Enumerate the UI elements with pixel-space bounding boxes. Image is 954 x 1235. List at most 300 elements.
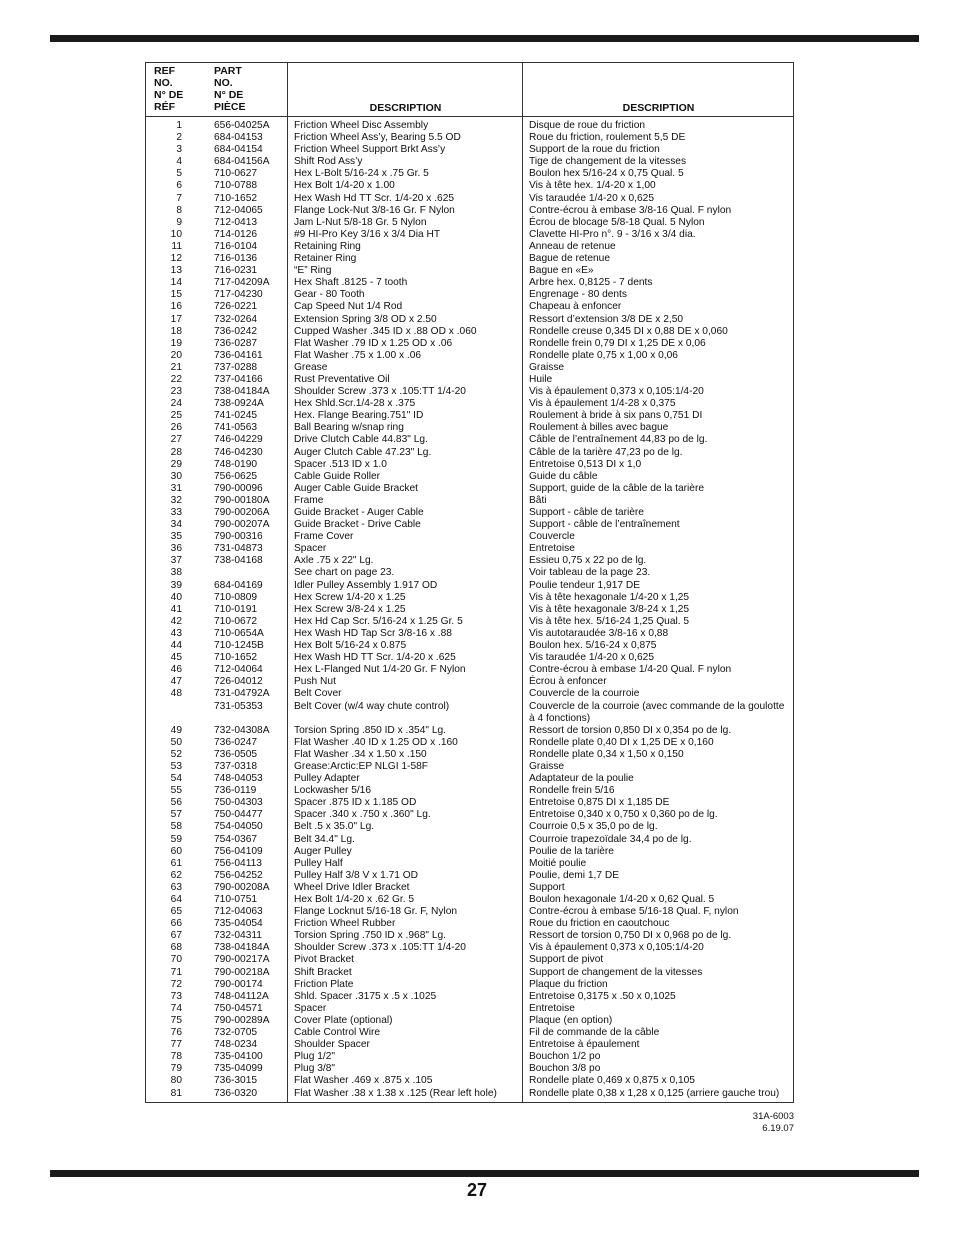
ref-cell: 80 [170, 1075, 182, 1087]
description-fr-cell: Huile [529, 373, 553, 385]
table-row [146, 954, 793, 966]
table-row [146, 616, 793, 628]
part-number-cell: 736-0247 [214, 736, 258, 748]
description-fr-cell: Câble de la tarière 47,23 po de lg. [529, 446, 683, 458]
ref-cell: 75 [170, 1014, 182, 1026]
part-number-cell: 732-0705 [214, 1027, 258, 1039]
description-en-cell: Frame [294, 494, 324, 506]
description-en-cell: Pulley Half 3/8 V x 1.71 OD [294, 869, 419, 881]
description-en-cell: Grease [294, 361, 328, 373]
table-row [146, 459, 793, 471]
description-fr-cell: Support de pivot [529, 954, 604, 966]
description-fr-cell: Rondelle plate 0,469 x 0,875 x 0,105 [529, 1075, 695, 1087]
ref-header-line: REF [154, 65, 175, 77]
description-fr-cell: Entretoise 0,875 DI x 1,185 DE [529, 797, 670, 809]
description-en-cell: Flat Washer .40 ID x 1.25 OD x .160 [294, 736, 458, 748]
description-fr-cell: Roulement à billes avec bague [529, 422, 669, 434]
ref-cell: 79 [170, 1063, 182, 1075]
description-fr-cell: Entretoise à épaulement [529, 1039, 640, 1051]
part-number-cell: 790-00289A [214, 1014, 270, 1026]
bottom-rule [50, 1170, 919, 1177]
part-number-cell: 746-04230 [214, 446, 263, 458]
ref-cell: 48 [170, 688, 182, 700]
description-fr-cell: Rondelle plate 0,75 x 1,00 x 0,06 [529, 349, 678, 361]
part-number-cell: 790-00208A [214, 881, 270, 893]
table-row [146, 265, 793, 277]
part-number-cell: 710-0788 [214, 180, 258, 192]
part-number-cell: 731-05353 [214, 700, 263, 712]
description-fr-cell: Voir tableau de la page 23. [529, 567, 651, 579]
ref-cell: 81 [170, 1087, 182, 1099]
description-fr-cell: Chapeau à enfoncer [529, 301, 622, 313]
part-number-cell: 790-00096 [214, 482, 263, 494]
ref-cell: 38 [170, 567, 182, 579]
part-number-cell: 732-0264 [214, 313, 258, 325]
description-en-cell: Spacer [294, 1002, 327, 1014]
table-row [146, 350, 793, 362]
description-fr-cell: Bâti [529, 494, 547, 506]
description-fr-cell: Couvercle de la courroie (avec commande de la goulotte à 4 fonctions) [529, 700, 785, 724]
ref-cell: 18 [170, 325, 182, 337]
description-en-cell: Shift Bracket [294, 966, 352, 978]
table-row [146, 277, 793, 289]
ref-cell: 40 [170, 591, 182, 603]
part-number-cell: 746-04229 [214, 434, 263, 446]
table-row [146, 543, 793, 555]
ref-cell: 59 [170, 833, 182, 845]
part-number-cell: 756-0625 [214, 470, 258, 482]
description-en-cell: Hex Bolt 1/4-20 x 1.00 [294, 180, 395, 192]
description-fr-cell: Écrou à enfoncer [529, 676, 607, 688]
description-fr-cell: Plaque (en option) [529, 1014, 613, 1026]
description-fr-cell: Contre-écrou à embase 3/8-16 Qual. F nylon [529, 204, 732, 216]
description-fr-cell: Support - câble de l’entraînement [529, 519, 680, 531]
table-row [146, 942, 793, 954]
ref-cell: 53 [170, 760, 182, 772]
part-number-cell: 756-04113 [214, 857, 262, 869]
table-row [146, 918, 793, 930]
table-row [146, 797, 793, 809]
description-en-cell: Plug 3/8" [294, 1063, 335, 1075]
table-row [146, 410, 793, 422]
part-number-cell: 712-04063 [214, 906, 263, 918]
part-number-cell: 716-0231 [214, 265, 258, 277]
ref-cell: 58 [170, 821, 182, 833]
ref-cell: 16 [170, 301, 182, 313]
ref-cell: 33 [170, 507, 182, 518]
ref-cell: 22 [170, 373, 182, 385]
description-en-cell: Lockwasher 5/16 [294, 785, 372, 797]
description-en-cell: Belt 34.4" Lg. [294, 833, 355, 845]
description-fr-cell: Couvercle de la courroie [529, 688, 640, 700]
part-number-cell: 790-00206A [214, 507, 270, 518]
description-en-cell: Wheel Drive Idler Bracket [294, 881, 410, 893]
description-fr-cell: Guide du câble [529, 470, 598, 482]
part-number-cell: 717-04209A [214, 277, 270, 289]
description-fr-cell: Arbre hex. 0,8125 - 7 dents [529, 277, 653, 289]
ref-cell: 54 [170, 773, 182, 785]
description-en-header: DESCRIPTION [287, 63, 523, 116]
ref-cell: 27 [170, 434, 182, 446]
table-row [146, 834, 793, 846]
description-en-cell: Hex L-Bolt 5/16-24 x .75 Gr. 5 [294, 168, 429, 180]
ref-cell: 6 [176, 180, 182, 192]
part-number-cell: 737-04166 [214, 373, 263, 385]
description-fr-cell: Poulie tendeur 1,917 DE [529, 579, 641, 591]
description-en-cell: Pulley Half [294, 857, 343, 869]
table-row [146, 289, 793, 301]
table-row [146, 749, 793, 761]
ref-cell: 64 [170, 894, 182, 905]
table-row [146, 326, 793, 338]
ref-cell: 50 [170, 736, 182, 748]
table-row [146, 120, 793, 132]
part-header-line: PIÈCE [214, 101, 246, 113]
table-row [146, 205, 793, 217]
description-fr-cell: Fil de commande de la câble [529, 1027, 660, 1039]
description-fr-cell: Courroie trapezoïdale 34,4 po de lg. [529, 833, 692, 845]
description-en-cell: Auger Cable Guide Bracket [294, 482, 419, 494]
table-row [146, 519, 793, 531]
part-number-cell: 736-0242 [214, 325, 258, 337]
description-fr-cell: Couvercle [529, 531, 575, 543]
table-row [146, 156, 793, 168]
part-number-cell: 748-0190 [214, 458, 258, 470]
description-fr-cell: Poulie de la tarière [529, 845, 614, 857]
part-number-cell: 684-04153 [214, 132, 263, 144]
part-number-cell: 741-0563 [214, 422, 258, 434]
part-number-cell: 756-04252 [214, 869, 263, 881]
description-fr-cell: Entretoise 0,340 x 0,750 x 0,360 po de lg. [529, 809, 718, 821]
description-fr-cell: Boulon hexagonale 1/4-20 x 0,62 Qual. 5 [529, 894, 715, 905]
description-en-cell: Cupped Washer .345 ID x .88 OD x .060 [294, 325, 477, 337]
table-row [146, 362, 793, 374]
description-en-cell: Shoulder Spacer [294, 1039, 370, 1051]
description-fr-cell: Support, guide de la câble de la tarière [529, 482, 705, 494]
part-number-cell: 738-04184A [214, 942, 270, 954]
ref-cell: 60 [170, 845, 182, 857]
part-number-cell: 738-04184A [214, 386, 270, 398]
table-row [146, 580, 793, 592]
table-row [146, 604, 793, 616]
part-number-cell: 726-0221 [214, 301, 258, 313]
part-number-cell: 716-0136 [214, 253, 258, 265]
description-en-cell: Hex Hd Cap Scr. 5/16-24 x 1.25 Gr. 5 [294, 615, 463, 627]
table-body [146, 117, 793, 1102]
description-fr-header: DESCRIPTION [522, 63, 794, 116]
part-number-cell: 790-00316 [214, 531, 263, 543]
ref-cell: 43 [170, 627, 182, 639]
ref-cell: 63 [170, 881, 182, 893]
table-row [146, 785, 793, 797]
description-fr-cell: Roue du friction, roulement 5,5 DE [529, 132, 686, 144]
description-en-cell: Cover Plate (optional) [294, 1014, 393, 1026]
description-fr-cell: Adaptateur de la poulie [529, 773, 634, 785]
ref-cell: 44 [170, 640, 182, 652]
description-fr-cell: Entretoise 0,513 DI x 1,0 [529, 458, 642, 470]
ref-cell: 31 [170, 482, 182, 494]
ref-cell: 26 [170, 422, 182, 434]
description-en-cell: Rust Preventative Oil [294, 373, 390, 385]
ref-cell: 1 [176, 120, 182, 131]
description-en-cell: Grease:Arctic:EP NLGI 1-58F [294, 760, 428, 772]
table-row [146, 241, 793, 253]
description-en-cell: Friction Wheel Support Brkt Ass’y [294, 144, 446, 156]
description-fr-cell: Support - câble de tarière [529, 507, 644, 518]
ref-column-header [154, 63, 202, 116]
ref-cell: 77 [170, 1039, 182, 1051]
table-row [146, 374, 793, 386]
table-row [146, 531, 793, 543]
ref-cell: 62 [170, 869, 182, 881]
description-en-cell: Belt Cover [294, 688, 342, 700]
part-header-line: N° DE [214, 89, 244, 101]
doc-code-date: 6.19.07 [762, 1122, 794, 1134]
description-en-cell: Hex Screw 3/8-24 x 1.25 [294, 603, 406, 615]
ref-cell: 65 [170, 906, 182, 918]
description-fr-cell: Entretoise 0,3175 x .50 x 0,1025 [529, 990, 676, 1002]
ref-cell: 78 [170, 1051, 182, 1063]
ref-cell: 57 [170, 809, 182, 821]
description-fr-cell: Vis à tête hexagonale 1/4-20 x 1,25 [529, 591, 690, 603]
description-fr-cell: Écrou de blocage 5/8-18 Qual. 5 Nylon [529, 216, 705, 228]
description-fr-cell: Graisse [529, 361, 565, 373]
document-code [753, 1111, 794, 1134]
ref-cell: 14 [170, 277, 182, 289]
part-number-cell: 790-00180A [214, 494, 270, 506]
table-row [146, 1003, 793, 1015]
table-row [146, 773, 793, 785]
description-fr-cell: Boulon hex 5/16-24 x 0,75 Qual. 5 [529, 168, 684, 180]
description-fr-cell: Contre-écrou à embase 5/16-18 Qual. F, nylon [529, 906, 739, 918]
description-fr-cell: Support de la roue du friction [529, 144, 660, 156]
part-number-cell: 736-0119 [214, 785, 257, 797]
description-fr-cell: Bouchon 1/2 po [529, 1051, 601, 1063]
description-en-cell: Spacer .340 x .750 x .360" Lg. [294, 809, 431, 821]
part-header-line: NO. [214, 77, 233, 89]
ref-cell: 72 [170, 978, 182, 990]
description-fr-cell: Moitié poulie [529, 857, 587, 869]
table-row [146, 180, 793, 192]
part-number-cell: 732-04311 [214, 930, 262, 942]
description-fr-cell: Rondelle plate 0,34 x 1,50 x 0,150 [529, 748, 684, 760]
ref-cell: 52 [170, 748, 182, 760]
table-row [146, 991, 793, 1003]
description-en-cell: Frame Cover [294, 531, 354, 543]
part-number-cell: 710-1652 [214, 652, 258, 664]
description-en-cell: Drive Clutch Cable 44.83" Lg. [294, 434, 428, 446]
description-en-cell: Jam L-Nut 5/8-18 Gr. 5 Nylon [294, 216, 427, 228]
description-en-cell: Hex Bolt 5/16-24 x 0.875 [294, 640, 407, 652]
description-en-cell: Cable Control Wire [294, 1027, 381, 1039]
table-row [146, 253, 793, 265]
description-fr-cell: Support de changement de la vitesses [529, 966, 703, 978]
table-row [146, 144, 793, 156]
part-number-cell: 790-00207A [214, 519, 270, 531]
ref-cell: 15 [170, 289, 182, 301]
ref-cell: 25 [170, 410, 182, 422]
description-en-cell: Hex Wash Hd TT Scr. 1/4-20 x .625 [294, 192, 455, 204]
ref-cell: 5 [176, 168, 182, 180]
description-fr-cell: Ressort de torsion 0,850 DI x 0,354 po de lg. [529, 724, 732, 736]
table-row [146, 507, 793, 519]
part-number-cell: 738-04168 [214, 555, 263, 567]
description-en-cell: Hex L-Flanged Nut 1/4-20 Gr. F Nylon [294, 664, 466, 676]
description-fr-cell: Support [529, 881, 565, 893]
ref-cell: 56 [170, 797, 182, 809]
part-number-cell: 748-04112A [214, 990, 269, 1002]
table-row [146, 1015, 793, 1027]
ref-cell: 30 [170, 470, 182, 482]
description-fr-cell: Câble de l’entraînement 44,83 po de lg. [529, 434, 708, 446]
part-number-cell: 716-0104 [214, 240, 258, 252]
part-number-cell: 710-1245B [214, 640, 264, 652]
ref-cell: 68 [170, 942, 182, 954]
description-fr-cell: Essieu 0,75 x 22 po de lg. [529, 555, 647, 567]
ref-cell: 11 [171, 240, 182, 252]
description-fr-cell: Contre-écrou à embase 1/4-20 Qual. F nylon [529, 664, 732, 676]
part-number-cell: 750-04571 [214, 1002, 263, 1014]
ref-cell: 24 [170, 398, 182, 410]
part-number-cell: 712-0413 [214, 216, 258, 228]
part-number-cell: 750-04477 [214, 809, 263, 821]
description-en-cell: Retainer Ring [294, 253, 357, 265]
ref-cell: 17 [170, 313, 182, 325]
description-en-cell: Hex Wash HD Tap Scr 3/8-16 x .88 [294, 627, 452, 639]
description-en-cell: See chart on page 23. [294, 567, 395, 579]
top-rule [50, 35, 919, 42]
ref-cell: 73 [170, 990, 182, 1002]
ref-cell: 47 [170, 676, 182, 688]
table-row [146, 301, 793, 313]
part-number-cell: 710-0672 [214, 615, 258, 627]
ref-cell: 74 [170, 1002, 182, 1014]
description-fr-cell: Rondelle frein 5/16 [529, 785, 615, 797]
table-row [146, 1051, 793, 1063]
description-en-cell: Flange Lock-Nut 3/8-16 Gr. F Nylon [294, 204, 455, 216]
table-row [146, 168, 793, 180]
description-en-cell: Torsion Spring .850 ID x .354" Lg. [294, 724, 446, 736]
part-number-cell: 710-0654A [214, 627, 264, 639]
part-number-cell: 684-04169 [214, 579, 263, 591]
table-row [146, 846, 793, 858]
description-fr-cell: Roulement à bride à six pans 0,751 DI [529, 410, 703, 422]
part-number-cell: 736-0320 [214, 1087, 258, 1099]
table-row [146, 640, 793, 652]
description-en-cell: Spacer .875 ID x 1.185 OD [294, 797, 417, 809]
description-fr-cell: Ressort de torsion 0,750 DI x 0,968 po de lg. [529, 930, 732, 942]
table-row [146, 858, 793, 870]
table-row [146, 434, 793, 446]
description-fr-cell: Vis à épaulement 1/4-28 x 0,375 [529, 398, 676, 410]
description-en-cell: Hex Shld.Scr.1/4-28 x .375 [294, 398, 416, 410]
table-row [146, 338, 793, 350]
ref-cell: 20 [170, 349, 182, 361]
description-en-cell: Hex. Flange Bearing.751" ID [294, 410, 424, 422]
table-row [146, 894, 793, 906]
part-number-cell: 710-1652 [214, 192, 258, 204]
description-en-cell: Shld. Spacer .3175 x .5 x .1025 [294, 990, 437, 1002]
ref-cell: 23 [170, 386, 182, 398]
description-en-cell: Guide Bracket - Auger Cable [294, 507, 424, 518]
description-fr-cell: Bague en «E» [529, 265, 594, 277]
description-fr-cell: Engrenage - 80 dents [529, 289, 627, 301]
part-number-cell: 712-04064 [214, 664, 263, 676]
part-number-cell: 738-0924A [214, 398, 264, 410]
description-en-cell: Flange Locknut 5/16-18 Gr. F, Nylon [294, 906, 458, 918]
part-number-cell: 736-3015 [214, 1075, 258, 1087]
part-number-cell: 735-04099 [214, 1063, 263, 1075]
table-row [146, 229, 793, 241]
ref-cell: 10 [170, 228, 182, 240]
description-en-cell: Flat Washer .34 x 1.50 x .150 [294, 748, 427, 760]
part-number-cell: 750-04303 [214, 797, 263, 809]
part-number-cell: 656-04025A [214, 120, 270, 131]
description-en-cell: Belt .5 x 35.0" Lg. [294, 821, 375, 833]
ref-cell: 4 [176, 156, 182, 168]
part-number-cell: 748-0234 [214, 1039, 258, 1051]
description-fr-cell: Rondelle frein 0,79 DI x 1,25 DE x 0,06 [529, 337, 706, 349]
table-header [146, 63, 793, 117]
table-row [146, 132, 793, 144]
description-en-cell: Flat Washer .38 x 1.38 x .125 (Rear left hole) [294, 1087, 497, 1099]
part-number-cell: 735-04100 [214, 1051, 263, 1063]
description-en-cell: #9 HI-Pro Key 3/16 x 3/4 Dia HT [294, 228, 441, 240]
ref-cell: 2 [176, 132, 182, 144]
description-en-cell: Cable Guide Roller [294, 470, 381, 482]
part-number-cell: 731-04792A [214, 688, 270, 700]
table-row [146, 386, 793, 398]
description-en-cell: Plug 1/2" [294, 1051, 335, 1063]
part-number-cell: 710-0627 [214, 168, 258, 180]
table-row [146, 1088, 793, 1100]
ref-cell: 19 [170, 337, 182, 349]
table-row [146, 1027, 793, 1039]
description-en-cell: Flat Washer .469 x .875 x .105 [294, 1075, 433, 1087]
ref-cell: 39 [170, 579, 182, 591]
part-number-cell: 735-04054 [214, 918, 263, 930]
description-en-cell: Hex Shaft .8125 - 7 tooth [294, 277, 408, 289]
ref-cell: 9 [176, 216, 182, 228]
table-row [146, 652, 793, 664]
ref-cell: 67 [170, 930, 182, 942]
description-en-cell: Gear - 80 Tooth [294, 289, 365, 301]
description-en-cell: Friction Wheel Rubber [294, 918, 396, 930]
ref-cell: 41 [170, 603, 182, 615]
description-en-cell: Hex Screw 1/4-20 x 1.25 [294, 591, 406, 603]
description-fr-cell: Bague de retenue [529, 253, 611, 265]
description-fr-cell: Plaque du friction [529, 978, 608, 990]
description-fr-cell: Vis autotaraudée 3/8-16 x 0,88 [529, 627, 669, 639]
parts-table [145, 62, 794, 1103]
table-row [146, 567, 793, 579]
description-en-cell: Shoulder Screw .373 x .105:TT 1/4-20 [294, 386, 466, 398]
ref-header-line: RÉF [154, 101, 175, 113]
description-en-cell: Push Nut [294, 676, 336, 688]
ref-cell: 42 [170, 615, 182, 627]
table-row [146, 821, 793, 833]
table-row [146, 676, 793, 688]
description-en-cell: Friction Plate [294, 978, 354, 990]
table-row [146, 193, 793, 205]
description-en-cell: Hex Wash HD TT Scr. 1/4-20 x .625 [294, 652, 456, 664]
description-en-cell: Extension Spring 3/8 OD x 2.50 [294, 313, 437, 325]
description-fr-cell: Rondelle plate 0,40 DI x 1,25 DE x 0,160 [529, 736, 714, 748]
table-row [146, 1075, 793, 1087]
ref-cell: 12 [170, 253, 182, 265]
description-en-cell: Shoulder Screw .373 x .105:TT 1/4-20 [294, 942, 466, 954]
table-row [146, 737, 793, 749]
